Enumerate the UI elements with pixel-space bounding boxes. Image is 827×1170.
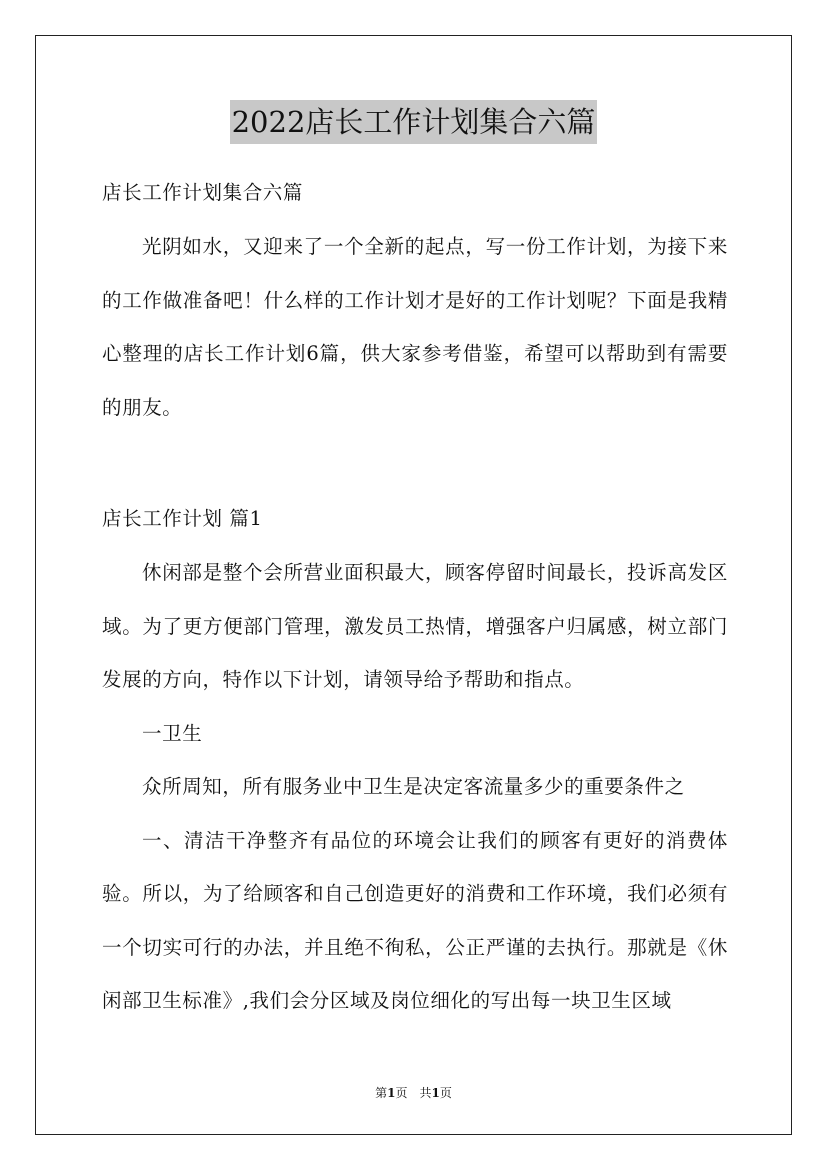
- section-body: [102, 546, 728, 1028]
- subtitle-block: [102, 166, 728, 220]
- footer-mid: 页 共: [395, 1086, 432, 1100]
- title-container: [0, 100, 827, 144]
- section-heading-block: [102, 492, 728, 546]
- intro-block: [102, 220, 728, 434]
- section-paragraph-1: 休闲部是整个会所营业面积最大，顾客停留时间最长，投诉高发区域。为了更方便部门管理，激发员工热情，增强客户归属感，树立部门发展的方向，特作以下计划，请领导给予帮助和指点。: [102, 561, 728, 691]
- section-heading: 店长工作计划 篇1: [102, 507, 263, 530]
- footer-page-current: 1: [387, 1086, 396, 1100]
- section-paragraph-2: 众所周知，所有服务业中卫生是决定客流量多少的重要条件之: [142, 775, 685, 798]
- intro-paragraph: 光阴如水，又迎来了一个全新的起点，写一份工作计划，为接下来的工作做准备吧！什么样的工作计划才是好的工作计划呢？下面是我精心整理的店长工作计划6篇，供大家参考借鉴，希望可以帮助到有需要的朋友。: [102, 235, 728, 419]
- section-paragraph-3: 一、清洁干净整齐有品位的环境会让我们的顾客有更好的消费体验。所以，为了给顾客和自己创造更好的消费和工作环境，我们必须有一个切实可行的办法，并且绝不徇私，公正严谨的去执行。那就是《休闲部卫生标准》,我们会分区域及岗位细化的写出每一块卫生区域: [102, 828, 728, 1012]
- page-footer: [0, 1084, 827, 1101]
- document-subtitle: 店长工作计划集合六篇: [102, 181, 304, 204]
- document-title: 2022店长工作计划集合六篇: [230, 100, 598, 144]
- footer-prefix: 第: [375, 1086, 388, 1100]
- footer-page-total: 1: [431, 1086, 440, 1100]
- item-heading: 一卫生: [142, 721, 203, 745]
- footer-suffix: 页: [439, 1086, 452, 1100]
